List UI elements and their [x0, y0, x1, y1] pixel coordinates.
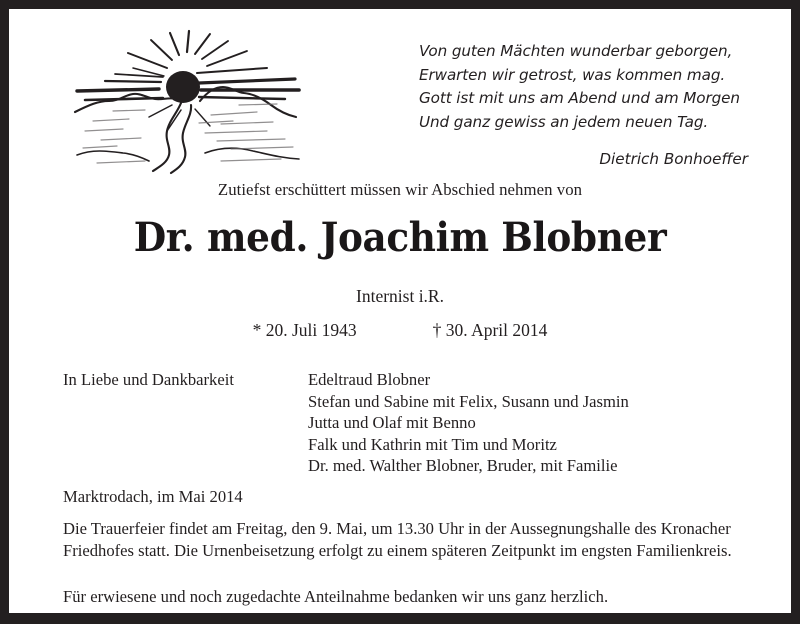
list-item: Jutta und Olaf mit Benno — [308, 413, 476, 432]
list-item: Stefan und Sabine mit Felix, Susann und Jasmin — [308, 391, 629, 411]
obituary-content-area — [9, 9, 791, 613]
rising-sun-over-hills-icon — [71, 27, 306, 175]
funeral-service-info: Die Trauerfeier findet am Freitag, den 9. Mai, um 13.30 Uhr in der Aussegnungshalle des Kronacher Friedhofes statt. Die Urnenbeisetzung erfolgt zu einem späteren Zeitpunkt im engsten Familienkreis. — [63, 519, 732, 560]
death-date: † 30. April 2014 — [432, 320, 548, 340]
list-item: Edeltraud Blobner — [308, 370, 431, 389]
poem-line: Von guten Mächten wunderbar geborgen, — [419, 42, 733, 60]
profession-title: Internist i.R. — [356, 286, 444, 306]
mourners-intro: In Liebe und Dankbarkeit — [63, 370, 234, 389]
announcement-intro: Zutiefst erschüttert müssen wir Abschied nehmen von — [217, 180, 583, 199]
thanks-note: Für erwiesene und noch zugedachte Anteilnahme bedanken wir uns ganz herzlich. — [63, 587, 609, 606]
place-and-date: Marktrodach, im Mai 2014 — [63, 487, 243, 506]
deceased-name: Dr. med. Joachim Blobner — [133, 214, 667, 261]
birth-date: * 20. Juli 1943 — [252, 320, 357, 340]
poem-line: Erwarten wir getrost, was kommen mag. — [419, 65, 726, 84]
list-item: Falk und Kathrin mit Tim und Moritz — [308, 434, 557, 454]
poem-block — [419, 40, 749, 171]
poem-attribution: Dietrich Bonhoeffer — [599, 150, 748, 168]
life-dates — [9, 320, 791, 341]
list-item: Dr. med. Walther Blobner, Bruder, mit Familie — [308, 456, 618, 475]
poem-line: Gott ist mit uns am Abend und am Morgen — [419, 89, 740, 107]
mourners-name-list — [308, 369, 629, 477]
poem-line: Und ganz gewiss an jedem neuen Tag. — [419, 112, 709, 131]
